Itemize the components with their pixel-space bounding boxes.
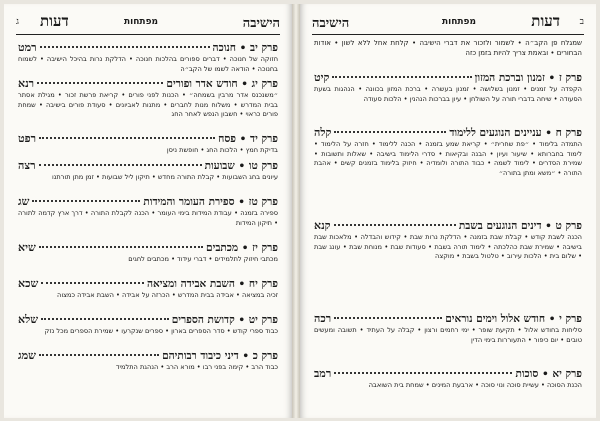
dot-leader	[39, 354, 159, 356]
chapter-page-number: רכה	[314, 312, 332, 325]
chapter-page-number: רמב	[314, 367, 332, 380]
book-gutter	[292, 4, 300, 418]
chapter-topics: זכיה במציאה • אבידה בבית המדרש • הכרזה על אבידה • השבת אבידה כמצוה	[57, 291, 278, 299]
chapter-topics: התמדה בלימוד • ״פת שחרית״ • קריאת שמע בזמנה • הכנה ללימוד • חזרה על הלימוד • לימוד בחברותא • שיעור ועיון • הבנה ובקיאות • סדרי הלימוד בישיבה • שאלות ותשובות • שמירת הסדרים • לימוד לשמה • כבוד התורה ולומדיה • חיזוק בלימוד בזמנים קשים • אהבת התורה • ״משא ומתן בתורה״	[314, 140, 582, 177]
chapter-title: פרק כ • דיני כיבוד רבותיהם	[162, 350, 278, 362]
dot-leader	[39, 246, 203, 248]
chapter-entry	[18, 313, 278, 346]
dot-leader	[37, 82, 163, 84]
dot-leader	[334, 224, 456, 226]
page-number: ג	[16, 17, 19, 27]
continued-text: שמגלח פן הקב״ה • לשמור ולזכור את דברי הישיבה • קלחת אחל ללא לשון • אודות הבחורים • ובאמת צריך להיות בזמן כזה	[314, 39, 582, 57]
chapter-page-number: רפט	[18, 132, 37, 145]
dot-leader	[332, 76, 471, 78]
chapter-page-number: שג	[18, 195, 30, 208]
chapter-topics: ספירה בזמנה • עבודת המידות בימי העומר • הכנה לקבלת התורה • דרך ארץ קדמה לתורה • תיקון המידות	[18, 209, 278, 227]
chapter-entry	[18, 41, 278, 74]
chapter-title: פרק יג • חודש אדר ופורים	[166, 78, 278, 90]
chapter-page-number: קיט	[314, 71, 330, 84]
chapter-topics: מכתבי חיזוק לתלמידים • דברי עידוד • מכתבים לחגים	[128, 255, 278, 263]
running-title: דעות	[531, 12, 560, 30]
right-page-body	[314, 38, 582, 400]
chapter-title: פרק יא • סוכות	[515, 368, 582, 380]
chapter-topics: חזוקה של חנוכה • דברים ספורים בהלכות חנוכה • הדלקת נרות בהיכל הישיבה • לשמוח בחנוכה • הודאה לשמו של הקב״ה	[18, 55, 278, 73]
chapter-topics: עיונים בחג השבועות • קבלת התורה מחדש • תיקון ליל שבועות • זמן מתן תורתנו	[51, 173, 278, 181]
left-page-body	[18, 38, 278, 382]
chapter-topics: כבוד הרב • קימה בפני רבו • מורא הרב • הנהגת התלמיד	[115, 363, 278, 371]
chapter-entry	[18, 277, 278, 310]
chapter-title: פרק ח • עניינים הנוגעים ללימוד	[449, 127, 582, 139]
dot-leader	[32, 200, 140, 202]
page-number: ב	[579, 17, 584, 27]
chapter-title: פרק יז • מכתבים	[206, 242, 278, 254]
section-title: מפתחות	[441, 17, 476, 27]
chapter-title: פרק יט • קדושת הספרים	[171, 314, 278, 326]
chapter-entry	[18, 159, 278, 192]
chapter-page-number: קלה	[314, 126, 332, 139]
chapter-page-number: שכא	[18, 277, 39, 290]
chapter-topics: סליחות בחודש אלול • תקיעת שופר • ימי רחמים ורצון • קבלה על העתיד • תשובה ומעשים טובים • יום כיפור • התעוררות בימי הדין	[314, 326, 582, 344]
chapter-title: פרק טז • ספירת העומר והמידות	[143, 196, 278, 208]
chapter-page-number: רצה	[18, 159, 36, 172]
chapter-entry	[18, 241, 278, 274]
dot-leader	[40, 46, 210, 48]
chapter-page-number: קנא	[314, 219, 331, 232]
dot-leader	[41, 318, 169, 320]
dot-leader	[334, 372, 512, 374]
chapter-title: פרק טו • שבועות	[204, 160, 278, 172]
chapter-title: פרק יח • השבת אבידה ומציאה	[147, 278, 278, 290]
chapter-topics: בדיקת חמץ • הלכות החג • חופשת ניסן	[166, 146, 278, 154]
chapter-entry	[18, 132, 278, 156]
running-title: דעות	[40, 12, 69, 30]
chapter-topics: כבוד ספרי קודש • סדר הספרים בארון • ספרים שנקרעו • שמירת הספרים מכל נזק	[44, 327, 278, 335]
right-page	[300, 4, 596, 418]
chapter-entry	[314, 71, 582, 123]
chapter-page-number: שיא	[18, 241, 36, 254]
book-name: הישיבה	[242, 16, 280, 31]
chapter-entry	[18, 77, 278, 129]
chapter-page-number: שלא	[18, 313, 38, 326]
chapter-entry	[314, 312, 582, 364]
chapter-entry	[314, 219, 582, 309]
chapter-entry	[18, 349, 278, 382]
dot-leader	[39, 137, 215, 139]
right-page-header	[312, 12, 584, 35]
section-title: מפתחות	[124, 17, 159, 27]
left-page-header	[16, 12, 280, 35]
dot-leader	[39, 164, 202, 166]
left-page	[4, 4, 292, 418]
chapter-entry	[18, 195, 278, 238]
chapter-topics: הכנת הסוכה • עשיית סוכה ונוי סוכה • ארבעת המינים • שמחת בית השואבה	[368, 381, 582, 389]
dot-leader	[334, 131, 446, 133]
chapter-title: פרק ט • דינים הנוגעים בשבת	[458, 220, 582, 232]
chapter-title: פרק ז • זמנון וברכת המזון	[474, 72, 582, 84]
chapter-topics: הכנה לשבת קודש • קבלת שבת בזמנה • הדלקת נרות שבת • קידוש והבדלה • מלאכות שבת בישיבה • שמירת שבת כהלכתה • לימוד תורה בשבת • סעודות שבת • מנוחת שבת • עונג שבת • שלום בית • הלכות עירוב • טלטול בשבת • מוקצה	[314, 233, 582, 260]
chapter-topics: הקפדה על זמנים • זמנון בשלושה • זמנון בעשרה • ברכת המזון בכוונה • הנהגות בשעת הסעודה • שיחה בדברי תורה על השולחן • עיון בברכות הנהנין • הלכות סעודה	[314, 85, 582, 103]
chapter-title: פרק יב • חנוכה	[212, 42, 278, 54]
dot-leader	[41, 282, 144, 284]
chapter-topics: ״משנכנס אדר מרבין בשמחה״ • הכנות לפני פורים • קריאת פרשת זכור • מגילת אסתר בבית המדרש • משלוח מנות לחברים • מתנות לאביונים • סעודת פורים בישיבה • שמחת פורים כראוי • חשבון הנפש לאחר החג	[18, 91, 278, 118]
chapter-page-number: רנא	[18, 77, 35, 90]
dot-leader	[334, 317, 442, 319]
chapter-title: פרק יד • פסח	[218, 133, 278, 145]
chapter-entry	[314, 126, 582, 216]
book-name: הישיבה	[312, 16, 350, 31]
chapter-title: פרק י • חודש אלול וימים נוראים	[445, 313, 582, 325]
chapter-entry	[314, 367, 582, 400]
chapter-page-number: שמג	[18, 349, 36, 362]
chapter-page-number: רמט	[18, 41, 37, 54]
